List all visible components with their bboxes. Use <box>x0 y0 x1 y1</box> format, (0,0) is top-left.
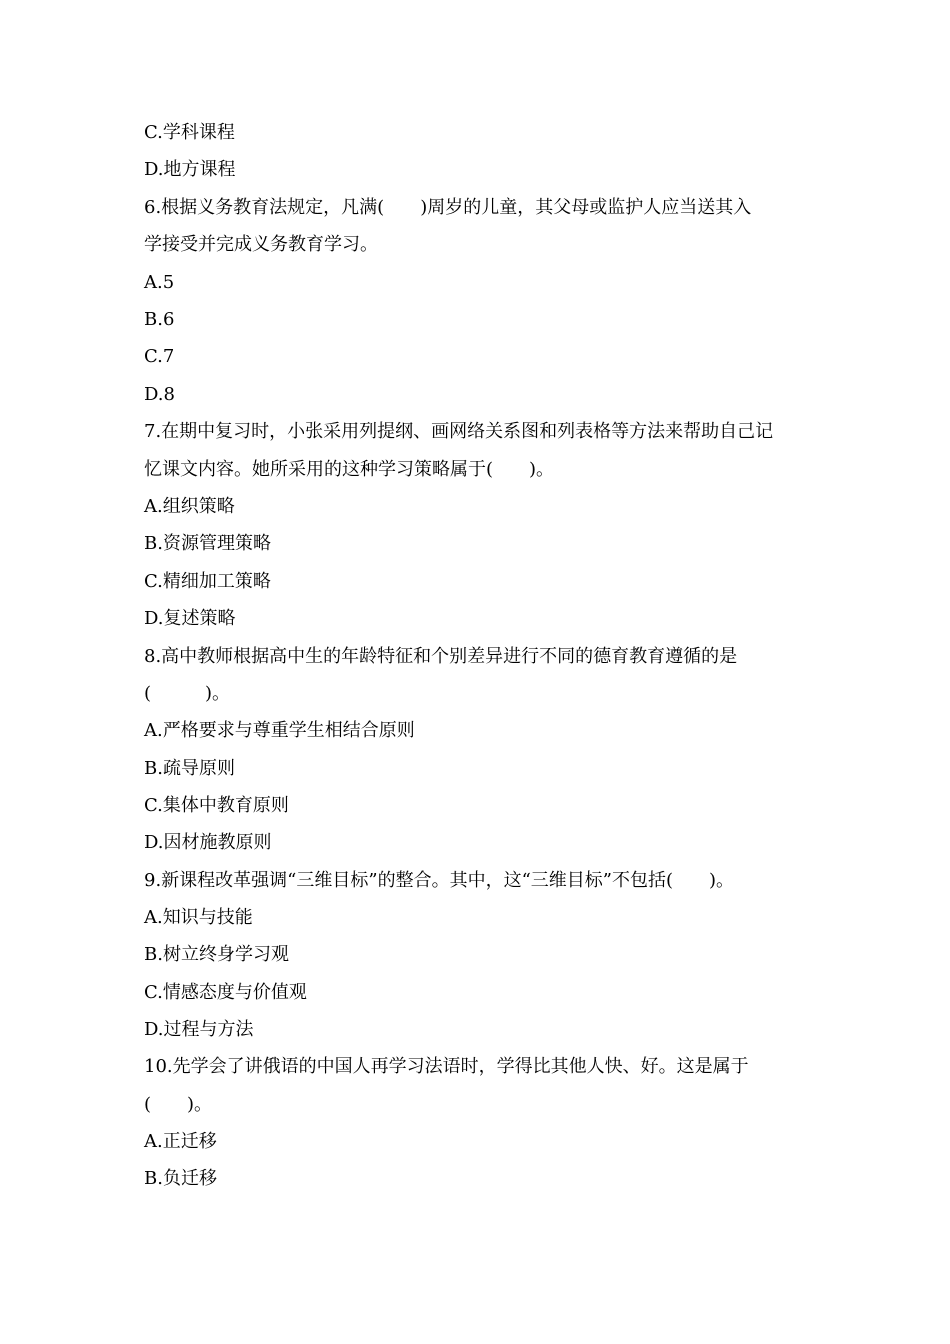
question-8-line-2: ( )。 <box>144 683 231 704</box>
option-a-q10: A.正迁移 <box>144 1131 217 1152</box>
option-c-q5: C.学科课程 <box>144 122 235 143</box>
option-b-q6: B.6 <box>144 309 175 330</box>
option-a-q8: A.严格要求与尊重学生相结合原则 <box>144 720 415 741</box>
option-d-q9: D.过程与方法 <box>144 1019 254 1040</box>
option-a-q6: A.5 <box>144 272 175 293</box>
option-d-q7: D.复述策略 <box>144 608 236 629</box>
option-c-q6: C.7 <box>144 346 175 367</box>
question-8-line-1: 8.高中教师根据高中生的年龄特征和个别差异进行不同的德育教育遵循的是 <box>144 646 738 667</box>
option-d-q6: D.8 <box>144 384 175 405</box>
option-b-q10: B.负迁移 <box>144 1168 217 1189</box>
question-7-line-2: 忆课文内容。她所采用的这种学习策略属于( )。 <box>144 459 555 480</box>
option-d-q5: D.地方课程 <box>144 159 236 180</box>
question-9: 9.新课程改革强调“三维目标”的整合。其中，这“三维目标”不包括( )。 <box>144 870 735 891</box>
option-c-q9: C.情感态度与价值观 <box>144 982 307 1003</box>
question-10-line-2: ( )。 <box>144 1094 213 1115</box>
option-a-q9: A.知识与技能 <box>144 907 253 928</box>
option-a-q7: A.组织策略 <box>144 496 235 517</box>
option-b-q8: B.疏导原则 <box>144 758 235 779</box>
option-d-q8: D.因材施教原则 <box>144 832 272 853</box>
question-6-line-2: 学接受并完成义务教育学习。 <box>144 234 378 255</box>
question-6-line-1: 6.根据义务教育法规定，凡满( )周岁的儿童，其父母或监护人应当送其入 <box>144 197 752 218</box>
option-c-q7: C.精细加工策略 <box>144 571 271 592</box>
question-7-line-1: 7.在期中复习时，小张采用列提纲、画网络关系图和列表格等方法来帮助自己记 <box>144 421 774 442</box>
question-10-line-1: 10.先学会了讲俄语的中国人再学习法语时，学得比其他人快、好。这是属于 <box>144 1056 749 1077</box>
option-c-q8: C.集体中教育原则 <box>144 795 289 816</box>
option-b-q9: B.树立终身学习观 <box>144 944 289 965</box>
option-b-q7: B.资源管理策略 <box>144 533 271 554</box>
